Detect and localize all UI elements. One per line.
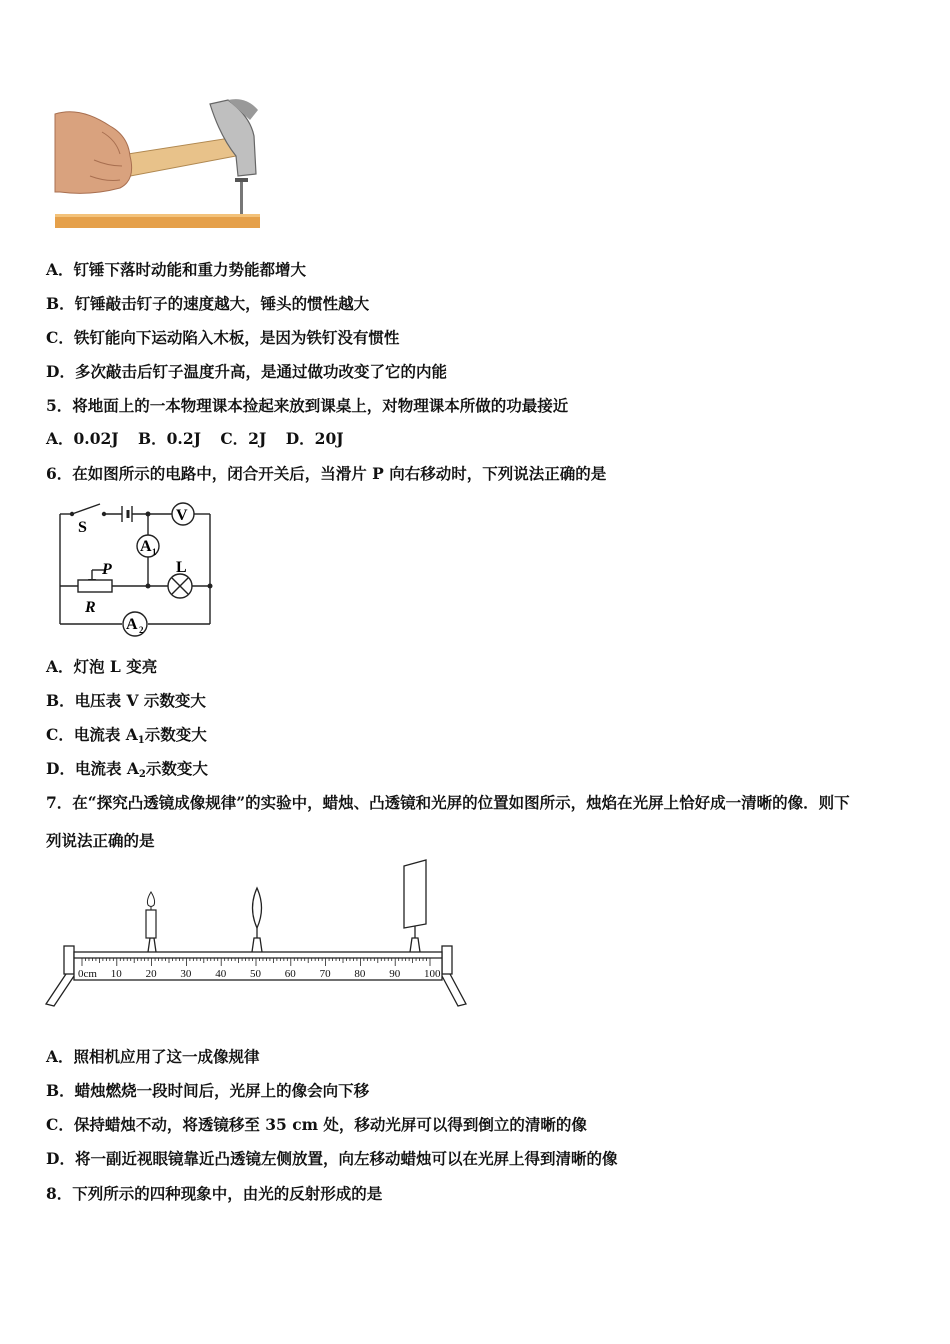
optical-bench-figure bbox=[42, 858, 474, 1010]
bench-scale-label: 10 bbox=[110, 968, 122, 980]
bench-scale-label: 50 bbox=[250, 968, 261, 980]
q5-option-c: C．2J bbox=[220, 429, 267, 448]
bench-scale-label: 70 bbox=[319, 968, 331, 980]
q4-option-c: C．铁钉能向下运动陷入木板，是因为铁钉没有惯性 bbox=[46, 328, 400, 347]
switch-label: S bbox=[78, 519, 87, 536]
q7-option-c: C．保持蜡烛不动，将透镜移至 35 cm 处，移动光屏可以得到倒立的清晰的像 bbox=[46, 1115, 587, 1134]
q7-stem-line2: 列说法正确的是 bbox=[46, 831, 155, 850]
lamp-label: L bbox=[176, 559, 187, 576]
circuit-diagram bbox=[52, 490, 222, 640]
q7-stem-line1: 7．在“探究凸透镜成像规律”的实验中，蜡烛、凸透镜和光屏的位置如图所示，烛焰在光屏上恰好成一清晰的像．则下 bbox=[46, 793, 850, 812]
ammeter-a2-label: A bbox=[126, 616, 138, 633]
bench-scale-label: 40 bbox=[215, 968, 227, 980]
light-screen bbox=[404, 860, 426, 928]
hand bbox=[55, 112, 132, 194]
ammeter-a1-label: A bbox=[140, 538, 152, 555]
candle-flame bbox=[147, 892, 154, 907]
switch-pivot bbox=[70, 512, 74, 516]
q5-options bbox=[46, 428, 358, 450]
q6-stem: 6．在如图所示的电路中，闭合开关后，当滑片 P 向右移动时，下列说法正确的是 bbox=[46, 464, 607, 483]
rheostat bbox=[78, 580, 112, 592]
q5-stem: 5．将地面上的一本物理课本捡起来放到课桌上，对物理课本所做的功最接近 bbox=[46, 396, 569, 415]
q6-option-b: B．电压表 V 示数变大 bbox=[46, 691, 206, 710]
q7-option-b: B．蜡烛燃烧一段时间后，光屏上的像会向下移 bbox=[46, 1081, 370, 1100]
bench-scale-label: 30 bbox=[180, 968, 192, 980]
q4-option-a: A．钉锤下落时动能和重力势能都增大 bbox=[46, 260, 307, 279]
bench-scale-label: 80 bbox=[354, 968, 366, 980]
ammeter-a2-sub: 2 bbox=[139, 625, 144, 635]
bench-scale-label: 60 bbox=[284, 968, 296, 980]
voltmeter-label: V bbox=[176, 507, 188, 524]
bench-scale-label: 90 bbox=[389, 968, 401, 980]
q5-option-b: B．0.2J bbox=[138, 429, 201, 448]
bench-scale-label: 100 bbox=[424, 968, 441, 980]
bench-scale-label: 0cm bbox=[78, 968, 97, 980]
q8-stem: 8．下列所示的四种现象中，由光的反射形成的是 bbox=[46, 1184, 383, 1203]
q6-option-a: A．灯泡 L 变亮 bbox=[46, 657, 158, 676]
bench-scale-label: 20 bbox=[145, 968, 157, 980]
slider-label: P bbox=[102, 561, 112, 578]
q6-option-d: D．电流表 $A_2$示数变大 bbox=[46, 759, 208, 780]
q7-option-d: D．将一副近视眼镜靠近凸透镜左侧放置，向左移动蜡烛可以在光屏上得到清晰的像 bbox=[46, 1149, 618, 1168]
resistor-label: R bbox=[85, 599, 96, 616]
hammer-nail-figure bbox=[50, 96, 265, 234]
q7-option-a: A．照相机应用了这一成像规律 bbox=[46, 1047, 260, 1066]
q5-option-a: A．0.02J bbox=[46, 429, 119, 448]
candle bbox=[146, 910, 156, 938]
nail bbox=[240, 180, 243, 214]
q5-option-d: D．20J bbox=[285, 429, 344, 448]
q4-option-d: D．多次敲击后钉子温度升高，是通过做功改变了它的内能 bbox=[46, 362, 447, 381]
q4-option-b: B．钉锤敲击钉子的速度越大，锤头的惯性越大 bbox=[46, 294, 370, 313]
q6-option-c: C．电流表 $A_1$示数变大 bbox=[46, 725, 207, 746]
ammeter-a1-sub: 1 bbox=[152, 547, 157, 557]
convex-lens bbox=[253, 888, 262, 928]
